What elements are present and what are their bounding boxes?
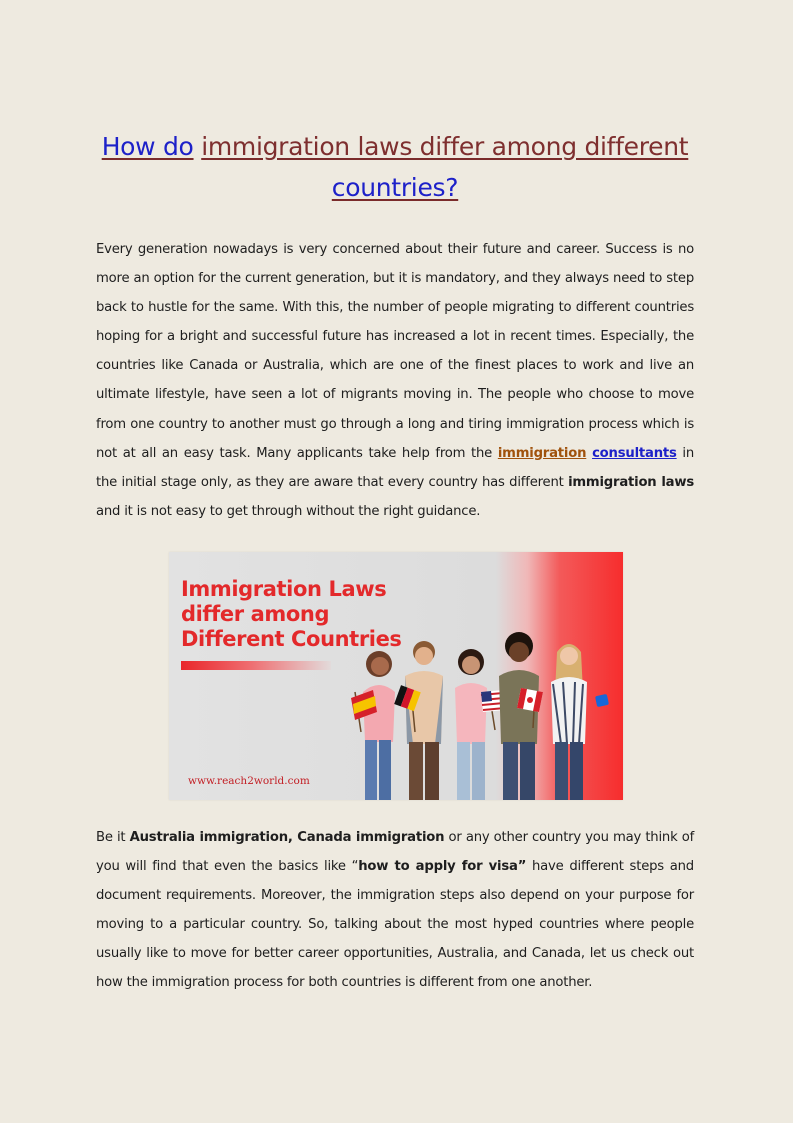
immigration-link[interactable]: immigration: [497, 445, 587, 461]
intro-text-2: in the initial stage only, as they are aware that every country has different: [96, 445, 695, 490]
intro-paragraph: [96, 235, 694, 526]
intro-text-3: and it is not easy to get through without the right guidance.: [96, 503, 481, 519]
banner-accent-bar: [181, 661, 331, 670]
person-3: [455, 649, 487, 800]
banner-image: [169, 552, 623, 800]
intro-text-1: Every generation nowadays is very concerned about their future and career. Success is no more an option for the current generation, but it is mandatory, and they always need to step back to hustle for the same. With this, the number of people migrating to different countries hoping for a bright and successful future has increased a lot in recent times. Especially, the countries like Canada or Australia, which are one of the finest places to work and live an ultimate lifestyle, have seen a lot of migrants moving in. The people who choose to move from one country to another must go through a long and tiring immigration process which is not at all an easy task. Many applicants take help from the: [96, 242, 694, 461]
australia-canada-bold: Australia immigration, Canada immigration: [129, 830, 445, 845]
second-paragraph: [96, 823, 694, 998]
banner-title-line-3: Different Countries: [181, 627, 402, 651]
title-link-countries[interactable]: countries?: [331, 173, 459, 202]
person-2: [405, 641, 443, 800]
immigration-laws-bold: immigration laws: [568, 474, 695, 490]
second-text-3: have different steps and document requirements. Moreover, the immigration steps also depend on your purpose for moving to a particular country. So, talking about the most hyped countries where people usually like to move for better career opportunities, Australia, and Canada, let us check out how the immigration process for both countries is different from one another.: [96, 859, 694, 991]
person-5: [551, 644, 587, 800]
banner-title-line-2: differ among: [181, 602, 330, 626]
page-title: [92, 126, 698, 208]
how-to-apply-bold: how to apply for visa”: [358, 859, 527, 875]
banner-title-line-1: Immigration Laws: [181, 577, 387, 601]
consultants-link[interactable]: consultants: [592, 445, 677, 461]
people-group-illustration: [349, 632, 609, 800]
title-link-how-do[interactable]: How do: [101, 132, 194, 161]
banner-website-url: www.reach2world.com: [188, 775, 310, 787]
second-text-1: Be it: [96, 830, 126, 845]
title-link-immigration-laws[interactable]: immigration laws differ among different: [201, 132, 689, 161]
person-1: [363, 651, 395, 800]
second-text-2: or any other country you may think of you will find that even the basics like “: [96, 830, 695, 875]
